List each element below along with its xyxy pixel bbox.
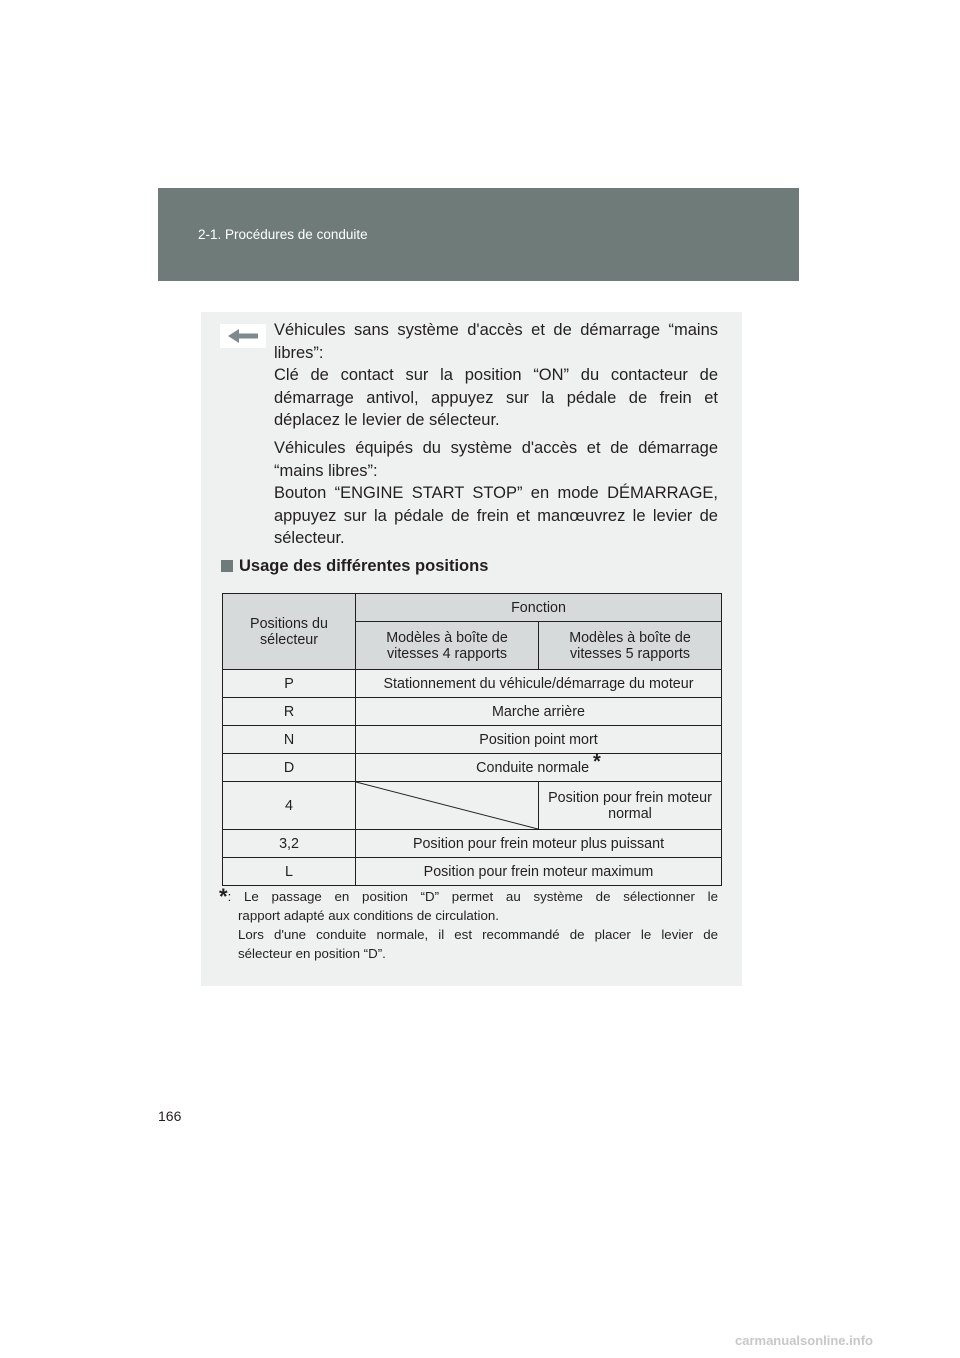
- footnote-marker: *: [219, 884, 228, 909]
- footnote-line: rapport adapté aux conditions de circulation.: [238, 908, 499, 923]
- position-cell: 3,2: [223, 830, 356, 858]
- table-row: [223, 782, 722, 830]
- section-heading: [221, 557, 488, 576]
- section-heading-text: Usage des différentes positions: [239, 557, 489, 575]
- position-cell: N: [223, 726, 356, 754]
- footnote: [219, 884, 718, 963]
- table-row: [223, 726, 722, 754]
- paragraph-without-smart-key: [274, 319, 718, 432]
- section-title: 2-1. Procédures de conduite: [198, 227, 368, 242]
- text-line: “mains libres”:: [274, 461, 378, 480]
- footnote-marker: *: [593, 750, 601, 773]
- text-line: Véhicules équipés du système d'accès et de démarrage: [274, 439, 718, 457]
- position-cell: R: [223, 698, 356, 726]
- footnote-line: [219, 884, 718, 909]
- function-cell: Position pour frein moteur maximum: [356, 858, 722, 886]
- square-bullet-icon: [221, 560, 233, 572]
- header-positions: Positions du sélecteur: [223, 594, 356, 670]
- table-row: [223, 754, 722, 782]
- position-cell: P: [223, 670, 356, 698]
- footnote-line: Lors d'une conduite normale, il est recommandé de placer le levier de: [238, 927, 718, 942]
- position-cell: 4: [223, 782, 356, 830]
- table-row: [223, 830, 722, 858]
- footnote-text: : Le passage en position “D” permet au système de sélectionner le: [227, 889, 718, 904]
- function-text: Conduite normale: [476, 759, 590, 776]
- text-line: appuyez sur la pédale de frein et manœuvrez le levier de: [274, 506, 718, 525]
- page-number: 166: [158, 1108, 182, 1124]
- position-cell: D: [223, 754, 356, 782]
- function-cell: Stationnement du véhicule/démarrage du moteur: [356, 670, 722, 698]
- footnote-line: sélecteur en position “D”.: [238, 946, 386, 961]
- text-line: sélecteur.: [274, 529, 345, 547]
- function-cell: Position pour frein moteur plus puissant: [356, 830, 722, 858]
- function-cell: Position pour frein moteur normal: [539, 782, 722, 830]
- not-applicable-cell: [356, 782, 539, 830]
- table-row: [223, 698, 722, 726]
- text-line: déplacez le levier de sélecteur.: [274, 411, 500, 429]
- table-row: [223, 670, 722, 698]
- text-line: libres”:: [274, 343, 324, 362]
- header-4-speed: Modèles à boîte de vitesses 4 rapports: [356, 622, 539, 670]
- arrow-left-icon[interactable]: [220, 324, 266, 348]
- text-line: démarrage antivol, appuyez sur la pédale de frein et: [274, 388, 718, 407]
- text-line: Bouton “ENGINE START STOP” en mode DÉMARRAGE,: [274, 484, 718, 502]
- function-cell: Marche arrière: [356, 698, 722, 726]
- header-5-speed: Modèles à boîte de vitesses 5 rapports: [539, 622, 722, 670]
- paragraph-with-smart-key: [274, 437, 718, 550]
- diagonal-line: [356, 782, 538, 829]
- table-row: [223, 858, 722, 886]
- function-cell: [356, 750, 722, 782]
- watermark: carmanualsonline.info: [735, 1333, 873, 1348]
- position-cell: L: [223, 858, 356, 886]
- text-line: Clé de contact sur la position “ON” du contacteur de: [274, 366, 718, 384]
- positions-table: [222, 593, 722, 886]
- function-cell: Position point mort: [356, 726, 722, 754]
- text-line: Véhicules sans système d'accès et de démarrage “mains: [274, 321, 718, 339]
- header-function: Fonction: [356, 594, 722, 622]
